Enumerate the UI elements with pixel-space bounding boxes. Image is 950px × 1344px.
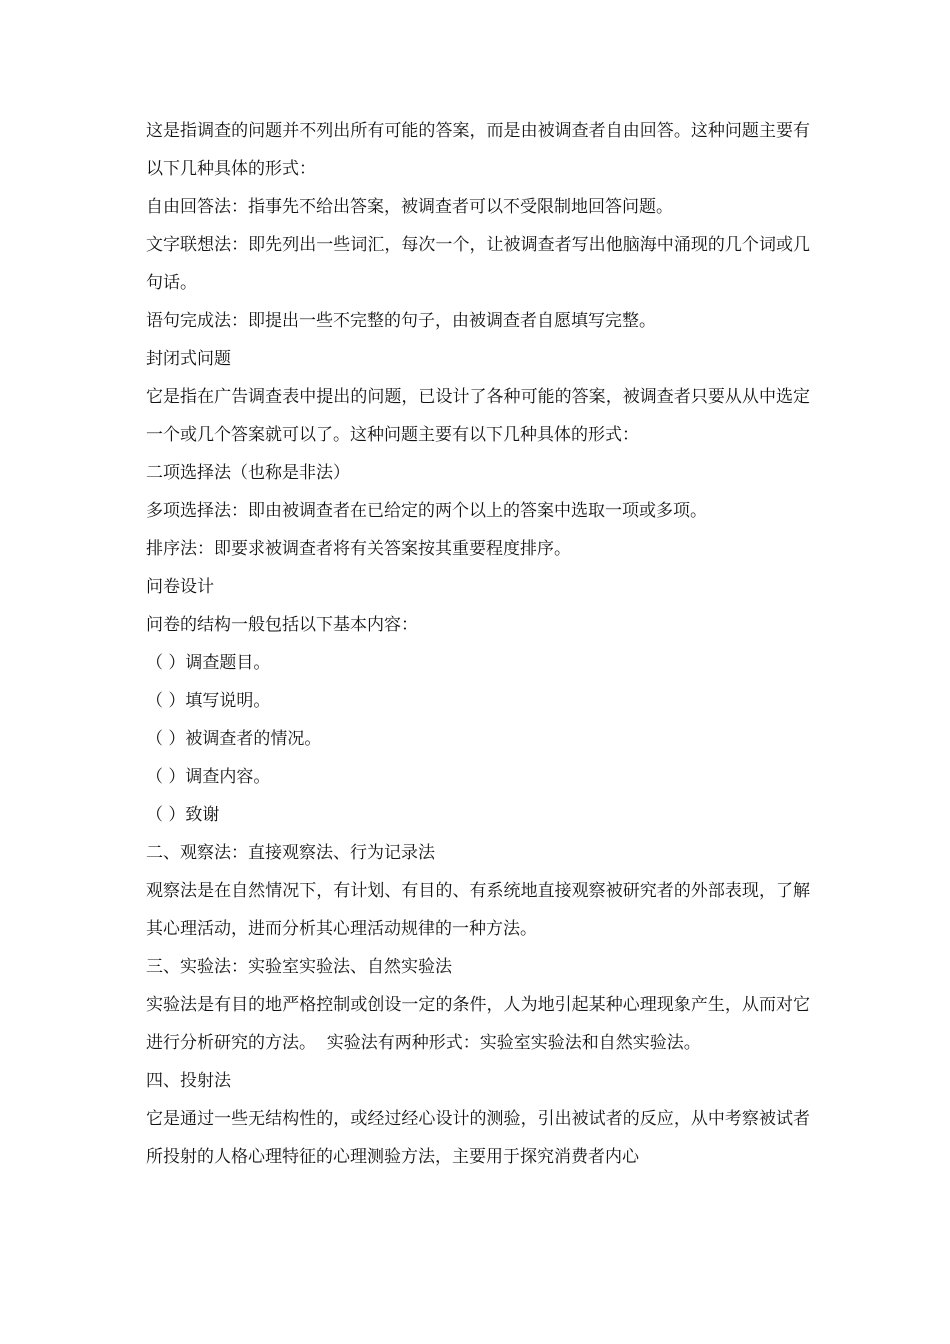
paragraph-experiment-method: 实验法是有目的地严格控制或创设一定的条件，人为地引起某种心理现象产生，从而对它进行分析研究的方法。 实验法有两种形式：实验室实验法和自然实验法。 xyxy=(146,995,810,1053)
heading-closed-question: 封闭式问题 xyxy=(146,349,231,369)
heading-projective-method: 四、投射法 xyxy=(146,1071,231,1091)
list-item-thanks: （ ）致谢 xyxy=(146,805,220,825)
paragraph-word-association: 文字联想法：即先列出一些词汇，每次一个，让被调查者写出他脑海中涌现的几个词或几句话。 xyxy=(146,235,810,293)
list-item-survey-content: （ ）调查内容。 xyxy=(146,767,271,787)
paragraph-closed-question-intro: 它是指在广告调查表中提出的问题，已设计了各种可能的答案，被调查者只要从从中选定一个或几个答案就可以了。这种问题主要有以下几种具体的形式： xyxy=(146,387,810,445)
paragraph-structure-intro: 问卷的结构一般包括以下基本内容： xyxy=(146,615,418,635)
paragraph-open-question-intro: 这是指调查的问题并不列出所有可能的答案，而是由被调查者自由回答。这种问题主要有以下几种具体的形式： xyxy=(146,121,810,179)
heading-questionnaire-design: 问卷设计 xyxy=(146,577,214,597)
paragraph-sentence-completion: 语句完成法：即提出一些不完整的句子，由被调查者自愿填写完整。 xyxy=(146,311,656,331)
document-body xyxy=(146,112,810,1176)
heading-observation-method: 二、观察法：直接观察法、行为记录法 xyxy=(146,843,435,863)
list-item-instructions: （ ）填写说明。 xyxy=(146,691,271,711)
paragraph-projective-method: 它是通过一些无结构性的，或经过经心设计的测验，引出被试者的反应，从中考察被试者所投射的人格心理特征的心理测验方法，主要用于探究消费者内心 xyxy=(146,1109,810,1167)
heading-experiment-method: 三、实验法：实验室实验法、自然实验法 xyxy=(146,957,452,977)
list-item-respondent-info: （ ）被调查者的情况。 xyxy=(146,729,322,749)
paragraph-binary-choice: 二项选择法（也称是非法） xyxy=(146,463,350,483)
paragraph-free-answer: 自由回答法：指事先不给出答案，被调查者可以不受限制地回答问题。 xyxy=(146,197,673,217)
paragraph-ranking: 排序法：即要求被调查者将有关答案按其重要程度排序。 xyxy=(146,539,571,559)
paragraph-observation-method: 观察法是在自然情况下，有计划、有目的、有系统地直接观察被研究者的外部表现，了解其心理活动，进而分析其心理活动规律的一种方法。 xyxy=(146,881,810,939)
list-item-survey-title: （ ）调查题目。 xyxy=(146,653,271,673)
paragraph-multiple-choice: 多项选择法：即由被调查者在已给定的两个以上的答案中选取一项或多项。 xyxy=(146,501,707,521)
